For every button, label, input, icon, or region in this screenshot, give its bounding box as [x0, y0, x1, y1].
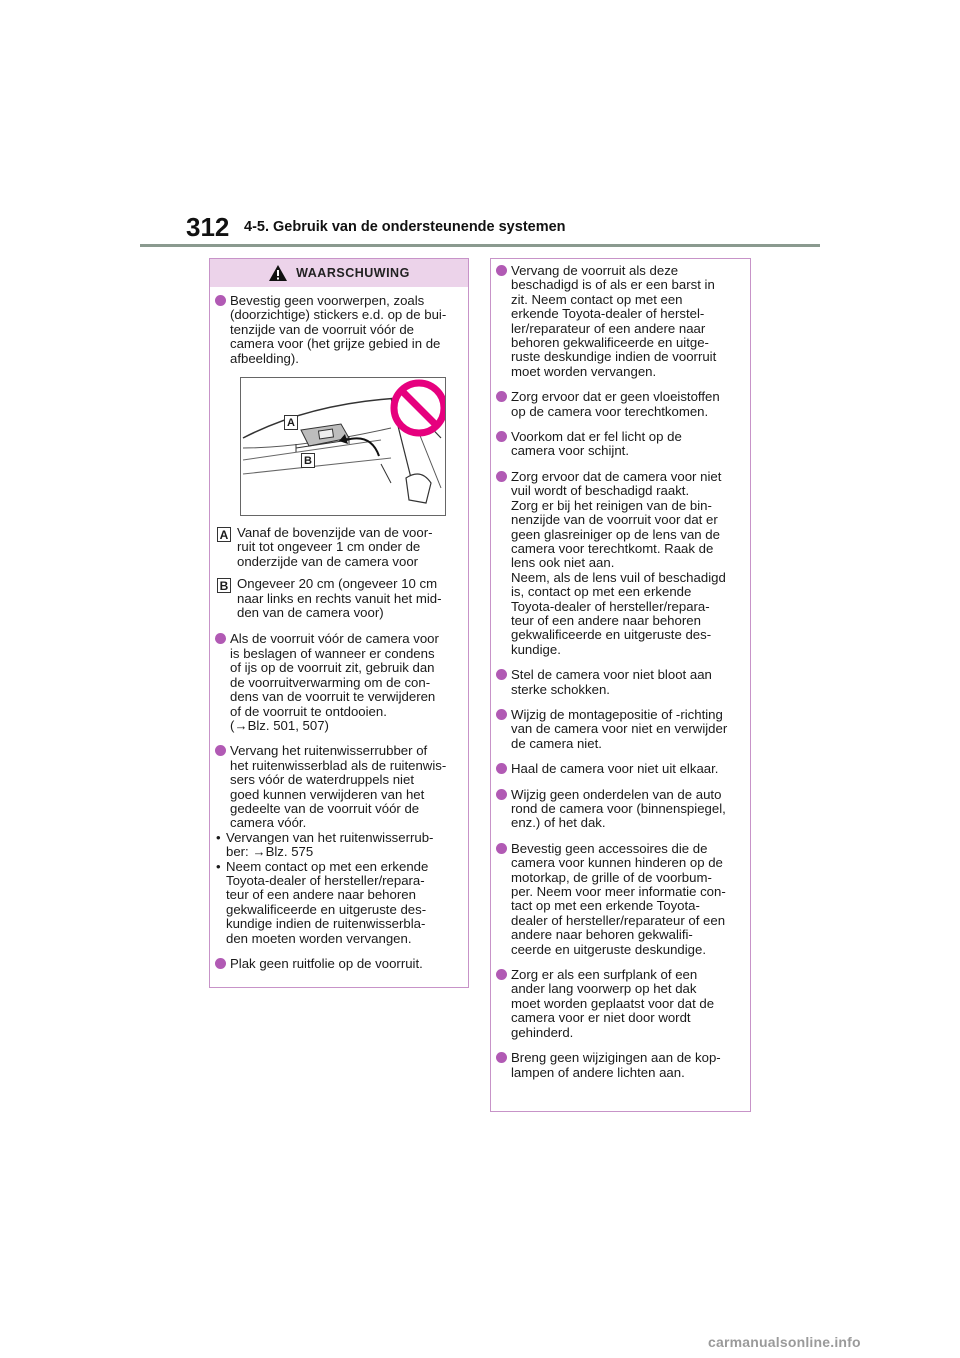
bullet-icon	[496, 843, 507, 854]
item-text: Breng geen wijzigingen aan de kop- lampen of andere lichten aan.	[511, 1050, 721, 1080]
item-text: Stel de camera voor niet bloot aan sterke schokken.	[511, 667, 712, 697]
watermark[interactable]: carmanualsonline.info	[708, 1334, 861, 1350]
bullet-icon	[496, 431, 507, 442]
item-text: Zorg ervoor dat de camera voor niet vuil wordt of beschadigd raakt. Zorg er bij het reinigen van de bin- nenzijde van de voorruit voor dat er geen glasreiniger op de lens van de camera voor terechtkomt. Raak de lens ook niet aan. Neem, als de lens vuil of beschadigd is, contact op met een erkende Toyota-dealer of hersteller/repara- teur of een andere naar behoren gekwalificeerde en uitgeruste des- kundige.	[511, 468, 726, 657]
legend-item-b	[217, 577, 460, 620]
bullet-icon	[496, 471, 507, 482]
legend-text-b: Ongeveer 20 cm (ongeveer 10 cm naar links en rechts vanuit het mid- den van de camera voor)	[237, 576, 442, 621]
bullet-icon	[496, 265, 507, 276]
list-item	[494, 264, 742, 379]
list-item	[494, 842, 742, 957]
list-item	[494, 1051, 742, 1080]
item-text: Voorkom dat er fel licht op de camera voor schijnt.	[511, 429, 682, 459]
bullet-icon	[496, 669, 507, 680]
bullet-icon	[215, 295, 226, 306]
list-item	[213, 957, 460, 971]
legend-list	[213, 526, 460, 620]
legend-item-a	[217, 526, 460, 569]
figure-label-b: B	[301, 453, 315, 468]
bullet-icon	[496, 763, 507, 774]
item-text: Vervang de voorruit als deze beschadigd is of als er een barst in zit. Neem contact op met een erkende Toyota-dealer of herstel- ler/reparateur of een andere naar behoren gekwalificeerde en uitge- ruste deskundige indien de voorruit moet worden vervangen.	[511, 263, 717, 379]
bullet-icon	[496, 391, 507, 402]
warning-box-left	[209, 258, 469, 988]
bullet-icon	[496, 709, 507, 720]
item-text: Als de voorruit vóór de camera voor is beslagen of wanneer er condens of ijs op de voorruit zit, gebruik dan de voorruitverwarming om de con- dens van de voorruit te verwijderen of de voorruit te ontdooien. (→Blz. 501, 507)	[230, 631, 439, 733]
list-item	[494, 470, 742, 657]
list-item	[494, 788, 742, 831]
page-number: 312	[186, 212, 230, 242]
item-text: Bevestig geen accessoires die de camera voor kunnen hinderen op de motorkap, de grille of de voorbum- per. Neem voor meer informatie con- tact op met een erkende Toyota- dealer of hersteller/reparateur of een andere naar behoren gekwalifi- ceerde en uitgeruste deskundige.	[511, 840, 726, 957]
legend-letter-a: A	[217, 527, 231, 542]
sub-item	[215, 831, 460, 860]
figure-label-a: A	[284, 415, 298, 430]
sub-bullet-icon: •	[216, 829, 221, 845]
header-divider	[140, 244, 820, 247]
list-item	[494, 668, 742, 697]
warning-header	[210, 259, 468, 287]
list-item	[494, 390, 742, 419]
item-text: Plak geen ruitfolie op de voorruit.	[230, 956, 423, 971]
list-item	[494, 430, 742, 459]
windshield-illustration	[241, 378, 445, 515]
warning-title: WAARSCHUWING	[296, 266, 410, 280]
bullet-icon	[496, 789, 507, 800]
item-text: Zorg ervoor dat er geen vloeistoffen op de camera voor terechtkomen.	[511, 389, 720, 419]
warning-list-right	[491, 259, 750, 1080]
list-item	[213, 632, 460, 733]
figure-container	[213, 377, 460, 516]
item-text: Zorg er als een surfplank of een ander lang voorwerp op het dak moet worden geplaatst voor dat de camera voor er niet door wordt gehinderd.	[511, 967, 715, 1040]
sub-bullet-icon: •	[216, 858, 221, 874]
warning-box-right	[490, 258, 751, 1112]
item-text: Wijzig de montagepositie of -richting van de camera voor niet en verwijder de camera niet.	[511, 706, 728, 751]
sub-item-text: Vervangen van het ruitenwisserrub- ber: →Blz. 575	[226, 829, 434, 860]
legend-text-a: Vanaf de bovenzijde van de voor- ruit tot ongeveer 1 cm onder de onderzijde van de camera voor	[237, 525, 433, 569]
bullet-icon	[215, 745, 226, 756]
sub-item-text: Neem contact op met een erkende Toyota-dealer of hersteller/repara- teur of een andere naar behoren gekwalificeerde en uitgeruste des- kundige indien de ruitenwisserbla- den moeten worden vervangen.	[226, 858, 429, 946]
warning-triangle-icon	[268, 264, 288, 282]
item-text: Vervang het ruitenwisserrubber of het ruitenwisserblad als de ruitenwis- sers vóór de waterdruppels niet goed kunnen verwijderen van het gedeelte van de voorruit vóór de camera vóór.	[230, 743, 447, 831]
item-text: Haal de camera voor niet uit elkaar.	[511, 761, 719, 777]
bullet-icon	[496, 1052, 507, 1063]
bullet-icon	[215, 633, 226, 644]
sub-item	[215, 860, 460, 946]
warning-list-left	[210, 287, 468, 971]
list-item	[494, 968, 742, 1040]
section-title: 4-5. Gebruik van de ondersteunende systemen	[244, 219, 566, 235]
list-item	[494, 708, 742, 751]
item-text: Bevestig geen voorwerpen, zoals (doorzichtige) stickers e.d. op de bui- tenzijde van de voorruit vóór de camera voor (het grijze gebied in de afbeelding).	[230, 293, 447, 366]
list-item	[494, 762, 742, 776]
item-text: Wijzig geen onderdelen van de auto rond de camera voor (binnenspiegel, enz.) of het dak.	[511, 786, 726, 831]
bullet-icon	[496, 969, 507, 980]
list-item	[213, 744, 460, 946]
legend-letter-b: B	[217, 578, 231, 593]
windshield-camera-figure	[240, 377, 446, 516]
bullet-icon	[215, 958, 226, 969]
list-item	[213, 294, 460, 366]
